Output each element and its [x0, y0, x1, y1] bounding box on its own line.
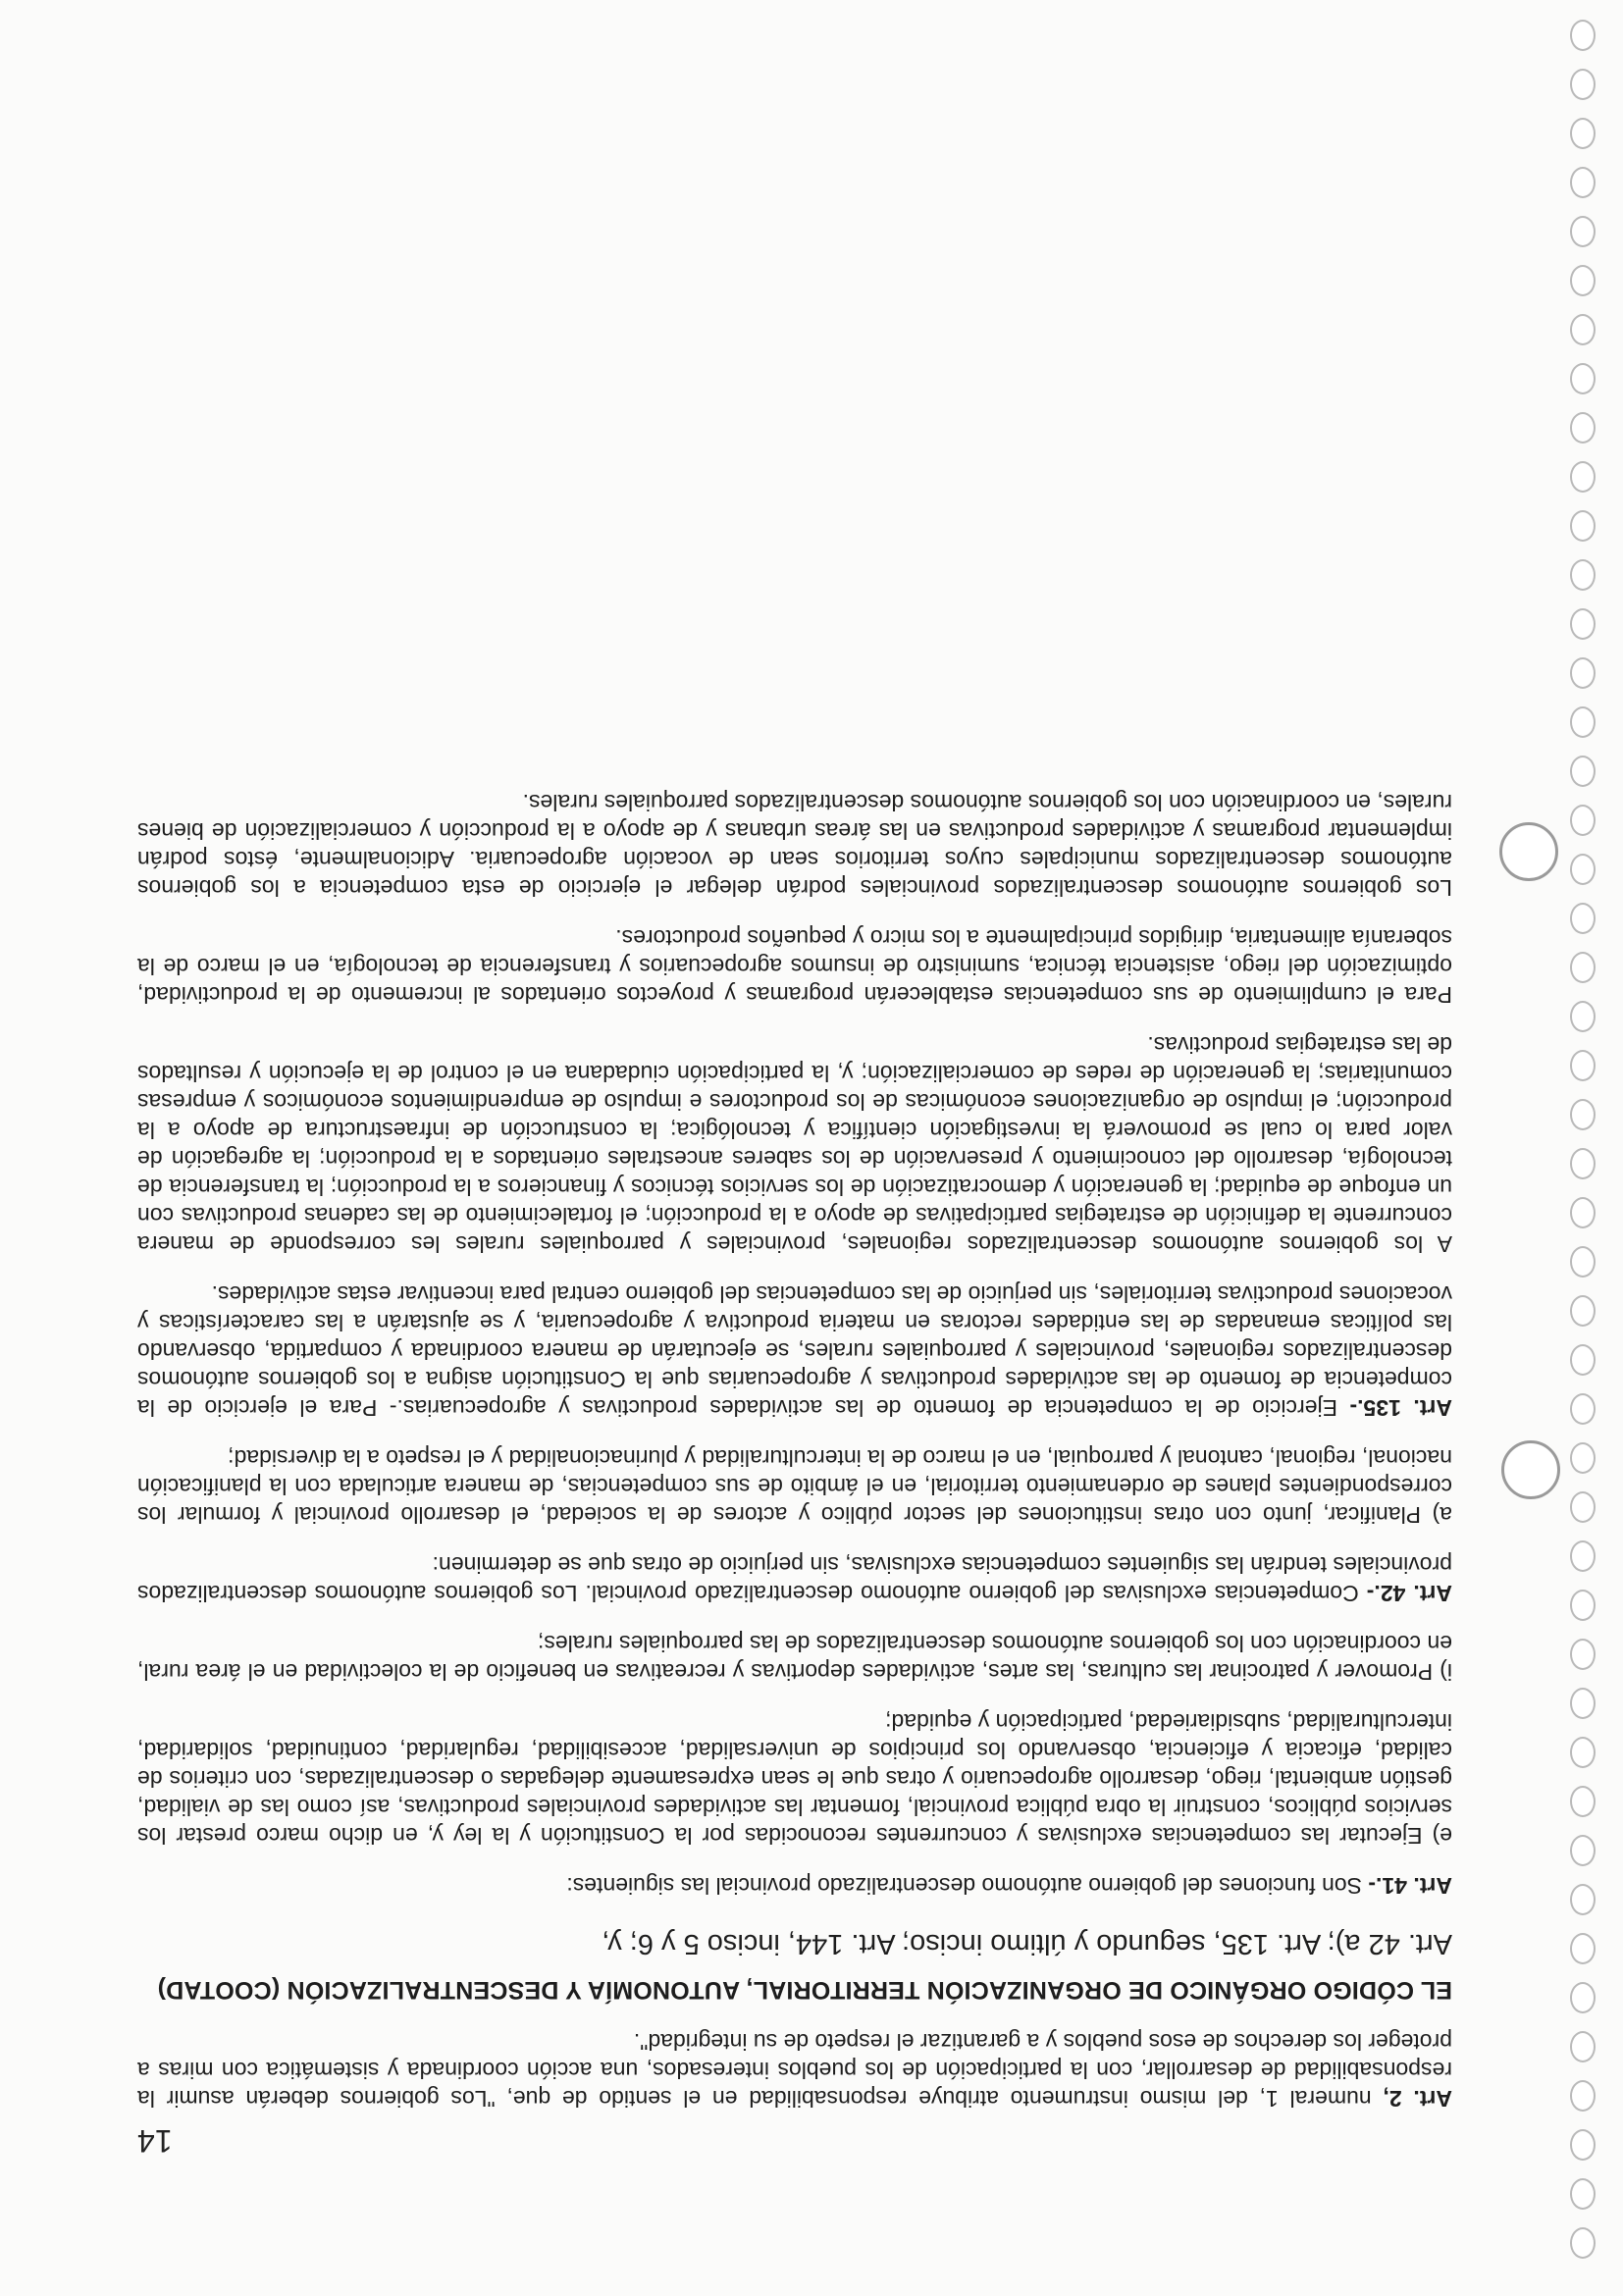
binder-hole	[1570, 805, 1596, 836]
binder-hole	[1570, 657, 1596, 689]
binder-hole	[1570, 1639, 1596, 1670]
binder-hole	[1570, 314, 1596, 345]
binder-hole	[1570, 1393, 1596, 1425]
rotated-page-content	[137, 324, 1452, 2159]
binder-hole	[1570, 706, 1596, 738]
binder-hole	[1570, 1001, 1596, 1032]
binder-hole	[1570, 412, 1596, 444]
binder-hole	[1570, 1491, 1596, 1523]
article-label: Art. 41.-	[1368, 1873, 1452, 1899]
paragraph-concurrent-competence: A los gobiernos autónomos descentralizados regionales, provinciales y parroquiales rurales les corresponde de manera concurrente la definición de estrategias participativas de apoyo a la producción; el fortalecimiento de las cadenas productivas con un enfoque de equidad; la generación y democratización de los servicios técnicos y financieros a la producción; la transferencia de tecnología, desarrollo del conocimiento y preservación de los saberes ancestrales orientados a la producción; la agregación de valor para lo cual se promoverá la investigación científica y tecnológica; la construcción de infraestructura de apoyo a la producción; el impulso de organizaciones económicas de los productores e impulso de emprendimientos económicos y empresas comunitarias; la generación de redes de comercialización; y, la participación ciudadana en el control de la ejecución y resultados de las estrategias productivas.	[137, 1032, 1452, 1257]
binder-hole	[1570, 1540, 1596, 1572]
binder-hole	[1570, 1933, 1596, 1964]
binder-hole	[1570, 608, 1596, 640]
article-label: Art. 2,	[1383, 2086, 1452, 2112]
article-text: numeral 1, del mismo instrumento atribuye responsabilidad en el sentido de que, "Los gobiernos deberán asumir la responsabilidad de desarrollar, con la participación de los pueblos interesados, una acción coordinada y sistemática con miras a proteger los derechos de esos pueblos y a garantizar el respeto de su integridad".	[137, 2029, 1452, 2112]
binder-hole	[1570, 69, 1596, 100]
article-references: Art. 42 a); Art. 135, segundo y último inciso; Art. 144, inciso 5 y 6; y,	[602, 1928, 1452, 1959]
binder-hole	[1570, 1884, 1596, 1915]
binder-hole	[1570, 2129, 1596, 2161]
binder-hole	[1570, 1688, 1596, 1719]
binder-hole	[1570, 854, 1596, 885]
binder-hole	[1570, 1590, 1596, 1621]
binder-hole	[1570, 756, 1596, 787]
paragraph-art-42	[137, 1550, 1452, 1607]
binder-hole	[1570, 1197, 1596, 1228]
article-text: Ejercicio de la competencia de fomento de las actividades productivas y agropecuarias.- Para el ejercicio de la competencia de fomento de las actividades productivas y agropecuarias que la Constitución asigna a los gobiernos autónomos descentralizados regionales, provinciales y parroquiales rurales, se ejecutarán de manera coordinada y compartida, observando las políticas emanadas de las entidades rectoras en materia productiva y agropecuaria, y se ajustarán a las características y vocaciones productivas territoriales, sin perjuicio de las competencias del gobierno central para incentivar estas actividades.	[137, 1281, 1452, 1421]
binder-hole	[1570, 1050, 1596, 1081]
punch-hole-lower	[1501, 1440, 1560, 1499]
binder-hole	[1570, 20, 1596, 51]
binder-hole	[1570, 559, 1596, 591]
section-heading: EL CÓDIGO ORGÁNICO DE ORGANIZACIÓN TERRITORIAL, AUTONOMÍA Y DESCENTRALIZACIÓN (COOTAD)	[157, 1976, 1452, 2004]
paragraph-item-i: i) Promover y patrocinar las culturas, las artes, actividades deportivas y recreativas en beneficio de la colectividad en el área rural, en coordinación con los gobiernos autónomos descentralizados de las parroquiales rurales;	[137, 1631, 1452, 1685]
binder-hole	[1570, 1295, 1596, 1327]
binder-hole	[1570, 118, 1596, 149]
binder-hole	[1570, 1737, 1596, 1768]
binder-hole	[1570, 1982, 1596, 2013]
binder-hole	[1570, 1099, 1596, 1130]
binder-holes	[1570, 20, 1609, 2276]
article-label: Art. 135.-	[1349, 1395, 1452, 1421]
binder-hole	[1570, 2178, 1596, 2210]
binder-hole	[1570, 510, 1596, 542]
binder-hole	[1570, 265, 1596, 296]
paragraph-programs: Para el cumplimiento de sus competencias establecerán programas y proyectos orientados al incremento de la productividad, optimización del riego, asistencia técnica, suministro de insumos agropecuarios y transferencia de tecnología, en el marco de la soberanía alimentaria, dirigidos principalmente a los micro y pequeños productores.	[137, 925, 1452, 1008]
binder-hole	[1570, 1442, 1596, 1474]
binder-hole	[1570, 363, 1596, 394]
paragraph-art-41	[137, 1871, 1452, 1900]
paragraph-item-e: e) Ejecutar las competencias exclusivas y concurrentes reconocidas por la Constitución y la ley y, en dicho marco prestar los servicios públicos, construir la obra pública provincial, fomentar las actividades provinciales productivas, así como las de vialidad, gestión ambiental, riego, desarrollo agropecuario y otras que le sean expresamente delegadas o descentralizadas, con criterios de calidad, eficacia y eficiencia, observando los principios de universalidad, accesibilidad, regularidad, continuidad, solidaridad, interculturalidad, subsidiariedad, participación y equidad;	[137, 1709, 1452, 1849]
article-text: Competencias exclusivas del gobierno autónomo descentralizado provincial. Los gobiernos autónomos descentralizados provinciales tendrán las siguientes competencias exclusivas, sin perjuicio de otras que se determinen:	[137, 1552, 1452, 1606]
page-number: 14	[137, 2123, 173, 2159]
paragraph-art-135	[137, 1279, 1452, 1422]
binder-hole	[1570, 1835, 1596, 1866]
article-label: Art. 42.-	[1366, 1581, 1452, 1606]
binder-hole	[1570, 1786, 1596, 1817]
paragraph-delegation: Los gobiernos autónomos descentralizados provinciales podrán delegar el ejercicio de esta competencia a los gobiernos autónomos descentralizados municipales cuyos territorios sean de vocación agropecuaria. Adicionalmente, éstos podrán implementar programas y actividades productivas en las áreas urbanas y de apoyo a la producción y comercialización de bienes rurales, en coordinación con los gobiernos autónomos descentralizados parroquiales rurales.	[137, 790, 1452, 901]
binder-hole	[1570, 1148, 1596, 1179]
binder-hole	[1570, 2031, 1596, 2062]
paragraph-item-a: a) Planificar, junto con otras instituciones del sector público y actores de la sociedad, el desarrollo provincial y formular los correspondientes planes de ordenamiento territorial, en el ámbito de sus competencias, de manera articulada con la planificación nacional, regional, cantonal y parroquial, en el marco de la interculturalidad y plurinacionalidad y el respeto a la diversidad;	[137, 1445, 1452, 1528]
article-text: Son funciones del gobierno autónomo descentralizado provincial las siguientes:	[566, 1873, 1369, 1899]
binder-hole	[1570, 2080, 1596, 2112]
binder-hole	[1570, 2227, 1596, 2259]
binder-hole	[1570, 167, 1596, 198]
binder-hole	[1570, 1344, 1596, 1376]
punch-hole-upper	[1499, 822, 1558, 881]
binder-hole	[1570, 903, 1596, 934]
binder-hole	[1570, 461, 1596, 493]
binder-hole	[1570, 952, 1596, 983]
binder-hole	[1570, 1246, 1596, 1278]
paragraph-art-2	[137, 2027, 1452, 2113]
binder-hole	[1570, 216, 1596, 247]
